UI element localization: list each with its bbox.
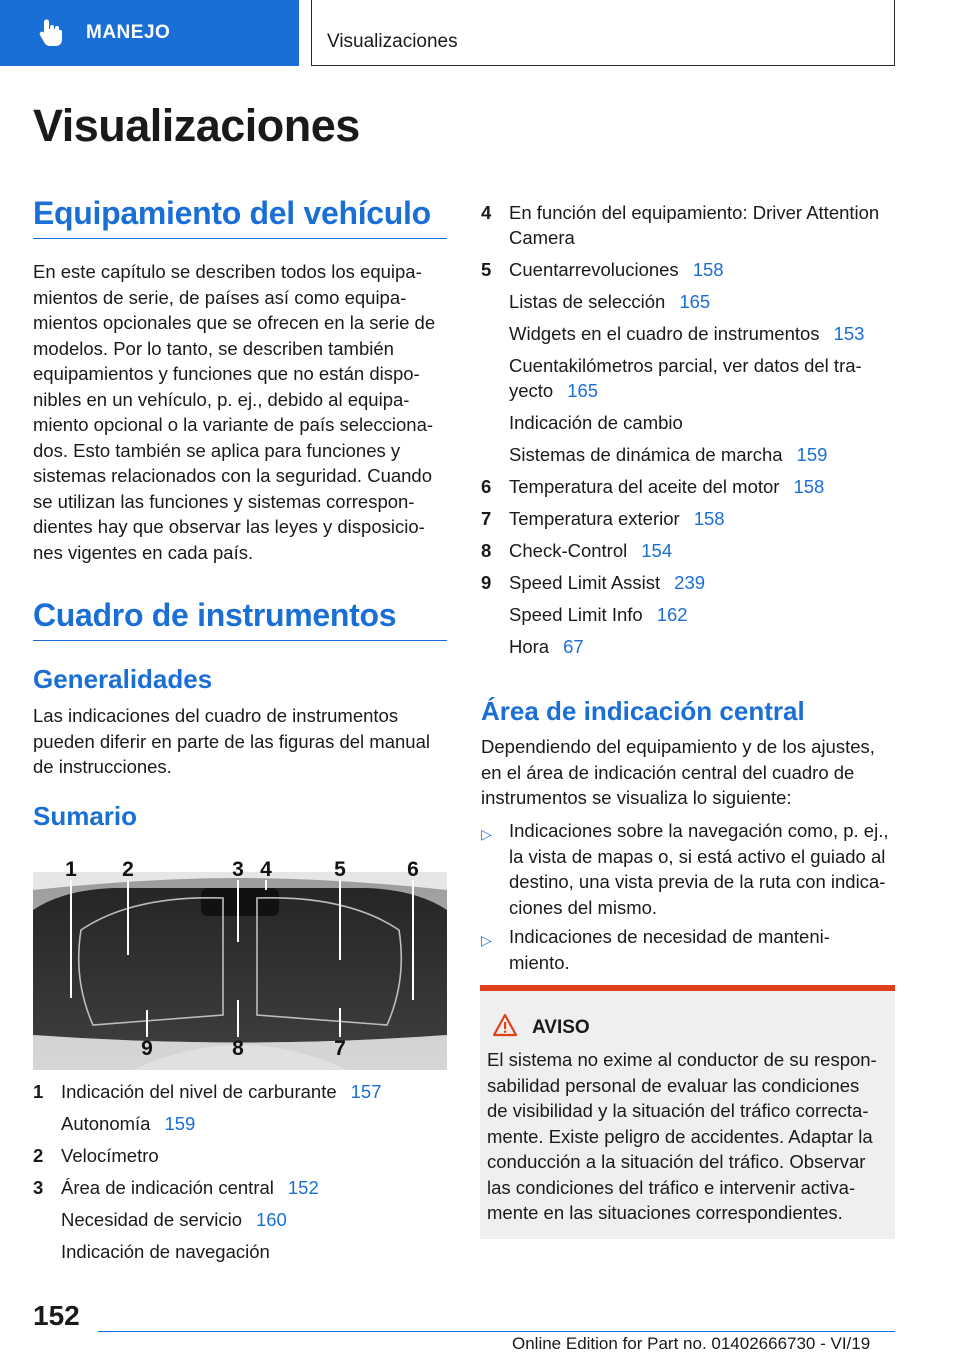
heading-sumario: Sumario [33, 801, 138, 831]
triangle-bullet-icon: ▷ [481, 826, 492, 842]
section-label: MANEJO [86, 22, 171, 43]
page-link[interactable]: 239 [674, 572, 706, 593]
page-link[interactable]: 157 [350, 1081, 382, 1102]
heading-area-indicacion-central: Área de indicación central [481, 696, 805, 726]
edition-text: Online Edition for Part no. 01402666730 - VI/19 [512, 1334, 871, 1353]
callout-8: 8 [232, 1037, 244, 1060]
page-link[interactable]: 159 [164, 1113, 196, 1134]
heading-generalidades: Generalidades [33, 664, 213, 694]
warning-text: El sistema no exime al conductor de su respon‐ sabilidad personal de evaluar las condiciones de visibilidad y la situación del tráfico correcta‐ mente. Existe peligro de accidentes. Adaptar la conducción a la situación del tráfico. Observar las condiciones del tráfico e intervenir activa‐ mente en las situaciones correspondientes. [487, 1049, 877, 1223]
page-link[interactable]: 160 [255, 1209, 287, 1230]
page-link[interactable]: 153 [833, 323, 865, 344]
page-link[interactable]: 165 [679, 291, 711, 312]
triangle-bullet-icon: ▷ [481, 932, 492, 948]
callout-5: 5 [334, 858, 346, 881]
callout-3: 3 [232, 858, 244, 881]
page-link[interactable]: 159 [796, 444, 828, 465]
warning-notice [480, 985, 895, 1239]
page-link[interactable]: 158 [692, 259, 724, 280]
page-link[interactable]: 152 [287, 1177, 319, 1198]
warning-title: AVISO [532, 1016, 590, 1038]
page-link[interactable]: 158 [793, 476, 825, 497]
driving-hand-icon [32, 13, 72, 53]
callout-1: 1 [65, 858, 77, 881]
heading-cuadro-instrumentos: Cuadro de instrumentos [33, 597, 447, 641]
callout-4: 4 [260, 858, 272, 881]
intro-paragraph: En este capítulo se describen todos los equipa‐ mientos de serie, de países así como equipa‐ mientos opcionales que se ofrecen en la serie de modelos. Por lo tanto, se describen también equipamientos y funciones que no están dispo‐ nibles en un vehículo, p. ej., debido al equipa‐ miento opcional o la variante de país selecciona‐ dos. Esto también se aplica para funciones y sistemas relacionados con la seguridad. Cuando se utilizan las funciones y sistemas correspon‐ dientes hay que observar las leyes y disposicio‐ nes vigentes en cada país. [33, 261, 436, 563]
heading-equipamiento: Equipamiento del vehículo [33, 195, 447, 239]
callout-7: 7 [334, 1037, 346, 1060]
chapter-tab[interactable] [311, 0, 895, 66]
warning-triangle-icon [492, 1013, 518, 1042]
callout-9: 9 [141, 1037, 153, 1060]
instrument-cluster-figure [33, 850, 447, 1070]
page-link[interactable]: 165 [567, 380, 599, 401]
bullet-item: ▷ Indicaciones sobre la navegación como, p. ej., la vista de mapas o, si está activo el guiado al destino, una vista previa de la ruta con indica‐ ciones del mismo. [481, 820, 889, 918]
page-link[interactable]: 162 [656, 604, 688, 625]
page-title: Visualizaciones [33, 100, 360, 151]
page-link[interactable]: 67 [563, 636, 584, 657]
area-central-paragraph: Dependiendo del equipamiento y de los ajustes, en el área de indicación central del cuadro de instrumentos se visualiza lo siguiente: [481, 736, 875, 808]
callout-6: 6 [407, 858, 419, 881]
page-number: 152 [33, 1300, 80, 1331]
bullet-item: ▷ Indicaciones de necesidad de manteni‐ miento. [481, 926, 830, 973]
generalidades-paragraph: Las indicaciones del cuadro de instrumentos pueden diferir en parte de las figuras del manual de instrucciones. [33, 705, 430, 777]
page-link[interactable]: 154 [641, 540, 673, 561]
callout-2: 2 [122, 858, 134, 881]
section-tab-manejo[interactable] [0, 0, 299, 66]
chapter-label: Visualizaciones [327, 31, 458, 52]
footer-divider [98, 1331, 895, 1332]
page-link[interactable]: 158 [693, 508, 725, 529]
